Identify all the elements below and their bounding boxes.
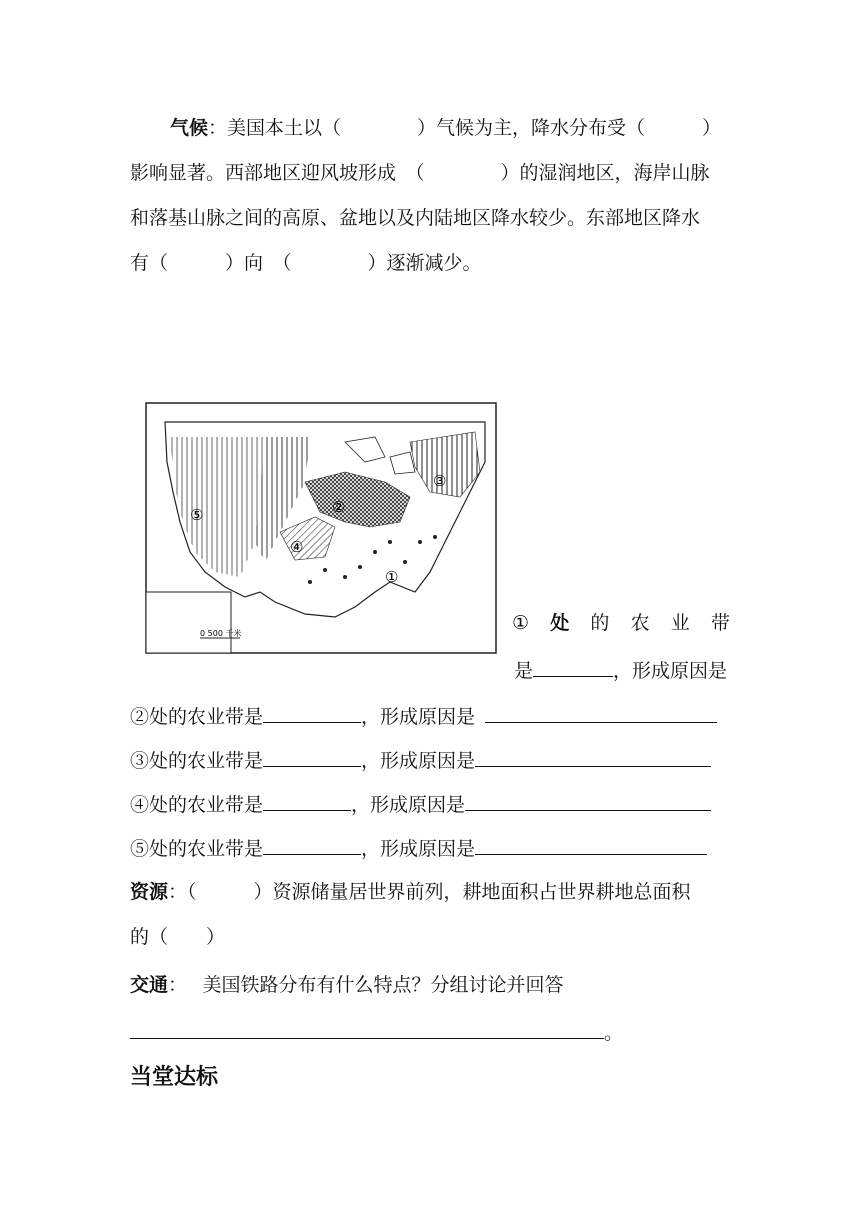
transport-end: 。 bbox=[604, 1022, 624, 1044]
q5-mid: ，形成原因是 bbox=[361, 838, 476, 860]
transport-line bbox=[130, 970, 730, 1000]
resources-text-1: ：（ ）资源储量居世界前列，耕地面积占世界耕地总面积 bbox=[168, 881, 691, 903]
q3-reason-blank[interactable] bbox=[475, 744, 711, 767]
map-label-3: ③ bbox=[433, 472, 447, 490]
q2-belt-blank[interactable] bbox=[263, 700, 361, 723]
map-label-4: ④ bbox=[290, 538, 304, 556]
transport-answer-line bbox=[130, 1016, 730, 1046]
q3-mid: ，形成原因是 bbox=[361, 750, 476, 772]
climate-line-1 bbox=[130, 106, 730, 151]
resources-line-1 bbox=[130, 870, 730, 915]
map-scale-label: 0 500 千米 bbox=[200, 629, 242, 638]
question-3 bbox=[130, 744, 730, 774]
resources-paragraph bbox=[130, 870, 730, 960]
resources-line-2: 的（ ） bbox=[130, 926, 226, 948]
climate-line-3: 和落基山脉之间的高原、盆地以及内陆地区降水较少。东部地区降水 bbox=[130, 207, 701, 229]
question-1-line-2 bbox=[514, 654, 727, 684]
map-label-2: ② bbox=[332, 498, 346, 516]
section-heading: 当堂达标 bbox=[130, 1064, 219, 1090]
climate-text-1: ：美国本土以（ ）气候为主，降水分布受（ ） bbox=[208, 117, 722, 139]
q1-word: 业 bbox=[670, 612, 690, 634]
q1-word: 处 bbox=[550, 612, 570, 634]
q1-word: 的 bbox=[590, 612, 610, 634]
transport-label: 交通 bbox=[130, 974, 169, 996]
q5-reason-blank[interactable] bbox=[475, 832, 707, 855]
resources-label: 资源 bbox=[130, 881, 169, 903]
climate-paragraph bbox=[130, 106, 730, 286]
q4-mid: ，形成原因是 bbox=[351, 794, 466, 816]
map-label-1: ① bbox=[385, 568, 399, 586]
transport-text: ： 美国铁路分布有什么特点？分组讨论并回答 bbox=[168, 974, 564, 996]
q1-belt-blank[interactable] bbox=[533, 654, 613, 677]
q2-prefix: ②处的农业带是 bbox=[130, 706, 264, 728]
question-4 bbox=[130, 788, 730, 818]
q2-reason-blank[interactable] bbox=[485, 700, 717, 723]
q1-suffix: ，形成原因是 bbox=[613, 660, 728, 682]
q1-word: 农 bbox=[630, 612, 650, 634]
map-label-5: ⑤ bbox=[190, 506, 204, 524]
question-5 bbox=[130, 832, 730, 862]
climate-label: 气候 bbox=[170, 117, 209, 139]
q3-prefix: ③处的农业带是 bbox=[130, 750, 264, 772]
climate-line-4: 有（ ）向 （ ）逐渐减少。 bbox=[130, 252, 482, 274]
climate-line-2: 影响显著。西部地区迎风坡形成 （ ）的湿润地区，海岸山脉 bbox=[130, 162, 710, 184]
question-2 bbox=[130, 700, 730, 730]
q4-prefix: ④处的农业带是 bbox=[130, 794, 264, 816]
question-1-line-1 bbox=[512, 608, 730, 638]
q5-belt-blank[interactable] bbox=[263, 832, 361, 855]
q1-word: ① bbox=[512, 612, 530, 634]
us-agriculture-map bbox=[145, 402, 497, 654]
q1-prefix: 是 bbox=[514, 660, 534, 682]
q4-belt-blank[interactable] bbox=[263, 788, 351, 811]
q2-mid: ，形成原因是 bbox=[361, 706, 476, 728]
q3-belt-blank[interactable] bbox=[263, 744, 361, 767]
transport-answer-blank[interactable] bbox=[130, 1016, 604, 1039]
q4-reason-blank[interactable] bbox=[465, 788, 711, 811]
q5-prefix: ⑤处的农业带是 bbox=[130, 838, 264, 860]
q1-word: 带 bbox=[710, 612, 730, 634]
